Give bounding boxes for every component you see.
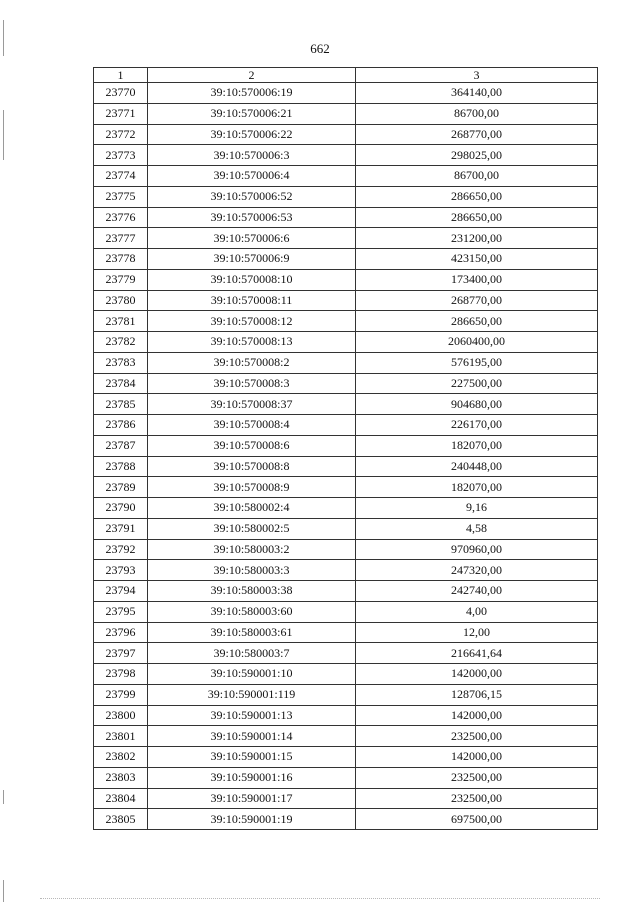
table-row (94, 269, 598, 290)
cadastral-number-cell: 39:10:570008:3 (148, 373, 356, 394)
table-header-row (94, 68, 598, 83)
table-row (94, 207, 598, 228)
cadastral-number-cell: 39:10:580002:4 (148, 498, 356, 519)
row-number-cell: 23794 (94, 581, 148, 602)
cadastral-number-cell: 39:10:590001:10 (148, 664, 356, 685)
value-cell: 268770,00 (356, 290, 598, 311)
row-number-cell: 23774 (94, 166, 148, 187)
cadastral-number-cell: 39:10:570008:2 (148, 352, 356, 373)
cadastral-number-cell: 39:10:570008:9 (148, 477, 356, 498)
scan-bottom-mark (40, 898, 600, 900)
cadastral-number-cell: 39:10:580003:3 (148, 560, 356, 581)
row-number-cell: 23781 (94, 311, 148, 332)
value-cell: 286650,00 (356, 186, 598, 207)
table-row (94, 311, 598, 332)
scan-edge-mark (3, 790, 4, 804)
table-row (94, 166, 598, 187)
row-number-cell: 23788 (94, 456, 148, 477)
column-header-2: 2 (148, 68, 356, 83)
cadastral-number-cell: 39:10:570006:6 (148, 228, 356, 249)
row-number-cell: 23780 (94, 290, 148, 311)
table-row (94, 767, 598, 788)
value-cell: 242740,00 (356, 581, 598, 602)
table-row (94, 726, 598, 747)
value-cell: 232500,00 (356, 767, 598, 788)
scan-edge-mark (3, 880, 4, 902)
cadastral-number-cell: 39:10:570006:19 (148, 83, 356, 104)
value-cell: 423150,00 (356, 249, 598, 270)
cadastral-number-cell: 39:10:590001:19 (148, 809, 356, 830)
row-number-cell: 23792 (94, 539, 148, 560)
cadastral-number-cell: 39:10:590001:15 (148, 747, 356, 768)
cadastral-number-cell: 39:10:570008:12 (148, 311, 356, 332)
row-number-cell: 23801 (94, 726, 148, 747)
row-number-cell: 23789 (94, 477, 148, 498)
row-number-cell: 23803 (94, 767, 148, 788)
registry-table (93, 67, 598, 830)
page-number: 662 (310, 41, 330, 56)
cadastral-number-cell: 39:10:570008:37 (148, 394, 356, 415)
row-number-cell: 23785 (94, 394, 148, 415)
row-number-cell: 23775 (94, 186, 148, 207)
table-row (94, 290, 598, 311)
table-row (94, 103, 598, 124)
cadastral-number-cell: 39:10:580003:38 (148, 581, 356, 602)
table-row (94, 249, 598, 270)
value-cell: 142000,00 (356, 747, 598, 768)
cadastral-number-cell: 39:10:570008:4 (148, 415, 356, 436)
value-cell: 4,58 (356, 518, 598, 539)
value-cell: 86700,00 (356, 166, 598, 187)
value-cell: 216641,64 (356, 643, 598, 664)
table-row (94, 560, 598, 581)
row-number-cell: 23772 (94, 124, 148, 145)
table-row (94, 394, 598, 415)
row-number-cell: 23796 (94, 622, 148, 643)
table-row (94, 124, 598, 145)
value-cell: 970960,00 (356, 539, 598, 560)
column-header-3: 3 (356, 68, 598, 83)
value-cell: 364140,00 (356, 83, 598, 104)
row-number-cell: 23786 (94, 415, 148, 436)
value-cell: 142000,00 (356, 705, 598, 726)
value-cell: 247320,00 (356, 560, 598, 581)
table-row (94, 435, 598, 456)
row-number-cell: 23776 (94, 207, 148, 228)
value-cell: 4,00 (356, 601, 598, 622)
row-number-cell: 23797 (94, 643, 148, 664)
table-row (94, 373, 598, 394)
table-row (94, 228, 598, 249)
table-row (94, 601, 598, 622)
value-cell: 231200,00 (356, 228, 598, 249)
row-number-cell: 23799 (94, 684, 148, 705)
row-number-cell: 23791 (94, 518, 148, 539)
row-number-cell: 23783 (94, 352, 148, 373)
cadastral-number-cell: 39:10:570008:13 (148, 332, 356, 353)
value-cell: 182070,00 (356, 477, 598, 498)
cadastral-number-cell: 39:10:580002:5 (148, 518, 356, 539)
value-cell: 240448,00 (356, 456, 598, 477)
row-number-cell: 23793 (94, 560, 148, 581)
table-row (94, 518, 598, 539)
value-cell: 12,00 (356, 622, 598, 643)
row-number-cell: 23782 (94, 332, 148, 353)
row-number-cell: 23779 (94, 269, 148, 290)
table-row (94, 332, 598, 353)
value-cell: 576195,00 (356, 352, 598, 373)
table-row (94, 83, 598, 104)
cadastral-number-cell: 39:10:580003:2 (148, 539, 356, 560)
cadastral-number-cell: 39:10:580003:60 (148, 601, 356, 622)
cadastral-number-cell: 39:10:570008:6 (148, 435, 356, 456)
table-row (94, 809, 598, 830)
value-cell: 173400,00 (356, 269, 598, 290)
cadastral-number-cell: 39:10:590001:14 (148, 726, 356, 747)
row-number-cell: 23790 (94, 498, 148, 519)
row-number-cell: 23777 (94, 228, 148, 249)
value-cell: 182070,00 (356, 435, 598, 456)
row-number-cell: 23778 (94, 249, 148, 270)
scan-edge-mark (3, 110, 4, 160)
table-row (94, 747, 598, 768)
table-row (94, 352, 598, 373)
row-number-cell: 23804 (94, 788, 148, 809)
value-cell: 298025,00 (356, 145, 598, 166)
table-row (94, 498, 598, 519)
scan-edge-mark (3, 20, 4, 56)
table-row (94, 539, 598, 560)
value-cell: 2060400,00 (356, 332, 598, 353)
table-row (94, 477, 598, 498)
cadastral-number-cell: 39:10:570008:8 (148, 456, 356, 477)
cadastral-number-cell: 39:10:590001:16 (148, 767, 356, 788)
row-number-cell: 23795 (94, 601, 148, 622)
table-row (94, 186, 598, 207)
cadastral-number-cell: 39:10:580003:7 (148, 643, 356, 664)
cadastral-number-cell: 39:10:570008:10 (148, 269, 356, 290)
row-number-cell: 23800 (94, 705, 148, 726)
table-row (94, 581, 598, 602)
table-row (94, 456, 598, 477)
row-number-cell: 23771 (94, 103, 148, 124)
table-row (94, 643, 598, 664)
row-number-cell: 23784 (94, 373, 148, 394)
value-cell: 226170,00 (356, 415, 598, 436)
cadastral-number-cell: 39:10:590001:13 (148, 705, 356, 726)
table-row (94, 415, 598, 436)
table-row (94, 622, 598, 643)
cadastral-number-cell: 39:10:590001:119 (148, 684, 356, 705)
value-cell: 227500,00 (356, 373, 598, 394)
cadastral-number-cell: 39:10:570006:9 (148, 249, 356, 270)
table-row (94, 705, 598, 726)
value-cell: 86700,00 (356, 103, 598, 124)
table-row (94, 684, 598, 705)
row-number-cell: 23802 (94, 747, 148, 768)
cadastral-number-cell: 39:10:570008:11 (148, 290, 356, 311)
table-row (94, 788, 598, 809)
value-cell: 142000,00 (356, 664, 598, 685)
value-cell: 128706,15 (356, 684, 598, 705)
value-cell: 286650,00 (356, 207, 598, 228)
row-number-cell: 23805 (94, 809, 148, 830)
row-number-cell: 23773 (94, 145, 148, 166)
row-number-cell: 23787 (94, 435, 148, 456)
table-body (94, 83, 598, 830)
cadastral-number-cell: 39:10:590001:17 (148, 788, 356, 809)
cadastral-number-cell: 39:10:570006:21 (148, 103, 356, 124)
value-cell: 232500,00 (356, 788, 598, 809)
value-cell: 286650,00 (356, 311, 598, 332)
cadastral-number-cell: 39:10:570006:22 (148, 124, 356, 145)
value-cell: 268770,00 (356, 124, 598, 145)
value-cell: 232500,00 (356, 726, 598, 747)
table-row (94, 145, 598, 166)
table-row (94, 664, 598, 685)
cadastral-number-cell: 39:10:570006:4 (148, 166, 356, 187)
column-header-1: 1 (94, 68, 148, 83)
cadastral-number-cell: 39:10:570006:53 (148, 207, 356, 228)
value-cell: 697500,00 (356, 809, 598, 830)
value-cell: 904680,00 (356, 394, 598, 415)
cadastral-number-cell: 39:10:570006:3 (148, 145, 356, 166)
value-cell: 9,16 (356, 498, 598, 519)
cadastral-number-cell: 39:10:580003:61 (148, 622, 356, 643)
row-number-cell: 23798 (94, 664, 148, 685)
cadastral-number-cell: 39:10:570006:52 (148, 186, 356, 207)
row-number-cell: 23770 (94, 83, 148, 104)
